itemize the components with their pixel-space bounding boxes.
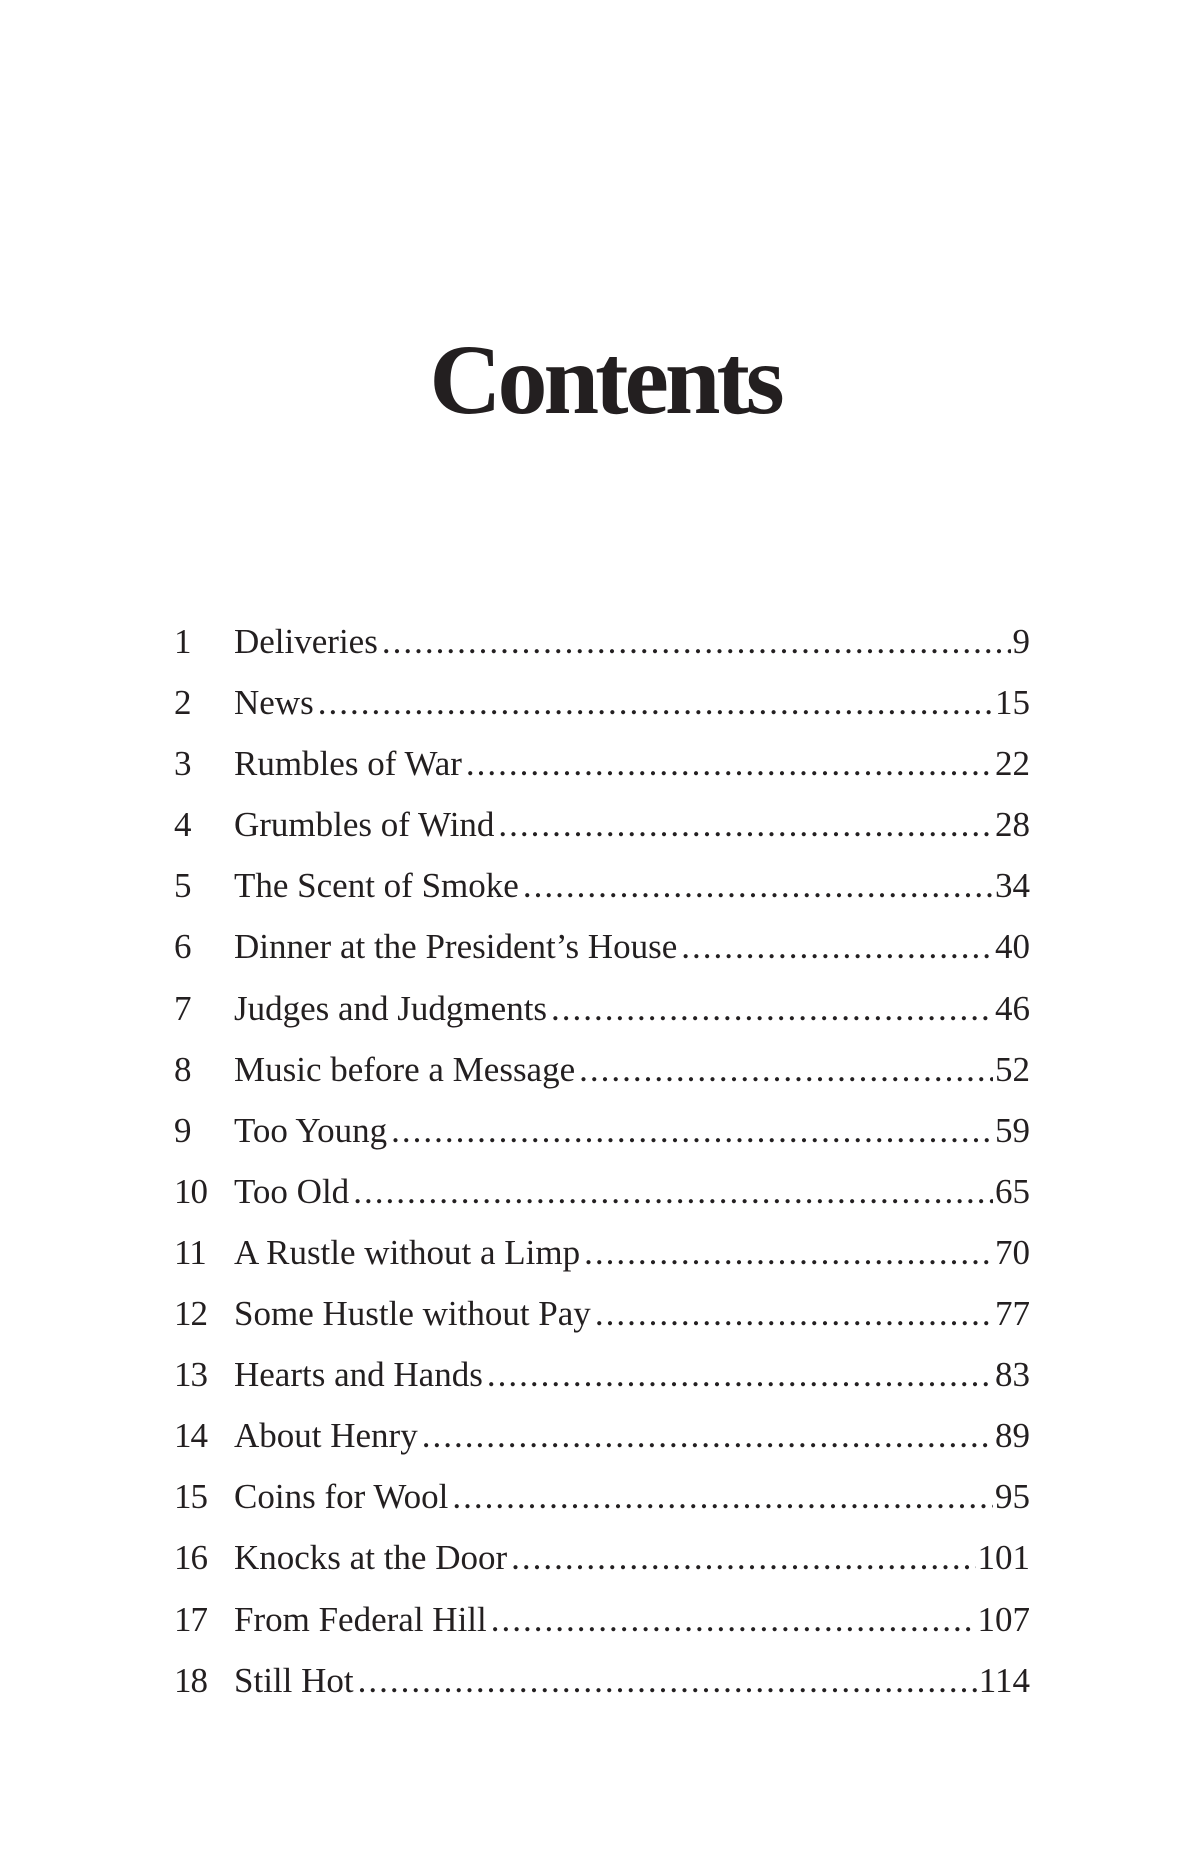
page-number: 107: [977, 1599, 1030, 1639]
chapter-title: Knocks at the Door: [234, 1538, 508, 1578]
dot-leader: [551, 987, 993, 1031]
chapter-number: 18: [174, 1660, 207, 1700]
chapter-number: 15: [174, 1477, 207, 1517]
page-number: 15: [995, 683, 1030, 723]
chapter-title: Too Young: [234, 1110, 388, 1150]
chapter-number: 1: [174, 622, 191, 661]
chapter-title: Coins for Wool: [234, 1477, 449, 1517]
page-number: 114: [978, 1660, 1030, 1700]
chapter-number: 14: [174, 1416, 207, 1456]
toc-entry: [174, 1109, 1030, 1170]
chapter-number: 5: [174, 866, 191, 906]
toc-entry: [174, 1598, 1030, 1659]
dot-leader: [595, 1292, 993, 1336]
toc-entry: [174, 864, 1030, 925]
page-number: 95: [995, 1477, 1030, 1517]
toc-entry: [174, 1353, 1030, 1414]
chapter-number: 7: [174, 988, 191, 1028]
toc-entry: [174, 1231, 1030, 1292]
toc-entry: [174, 987, 1030, 1048]
chapter-number: 3: [174, 744, 191, 784]
dot-leader: [498, 803, 993, 847]
page-number: 77: [995, 1294, 1030, 1334]
page-title: Contents: [429, 324, 781, 435]
page-number: 59: [995, 1110, 1030, 1150]
dot-leader: [382, 620, 1011, 664]
toc-entry: [174, 742, 1030, 803]
dot-leader: [511, 1536, 975, 1580]
page-number: 22: [995, 744, 1030, 784]
dot-leader: [422, 1414, 993, 1458]
chapter-title: Music before a Message: [234, 1049, 576, 1089]
chapter-title: Some Hustle without Pay: [234, 1294, 591, 1334]
dot-leader: [318, 681, 993, 725]
dot-leader: [491, 1598, 976, 1642]
dot-leader: [523, 864, 993, 908]
page-number: 46: [995, 988, 1030, 1028]
page-number: 101: [977, 1538, 1030, 1578]
chapter-title: News: [234, 683, 314, 723]
chapter-number: 6: [174, 927, 191, 967]
chapter-title: Rumbles of War: [234, 744, 462, 784]
dot-leader: [584, 1231, 993, 1275]
dot-leader: [358, 1659, 977, 1703]
toc-entry: [174, 1414, 1030, 1475]
chapter-number: 13: [174, 1355, 207, 1395]
chapter-title: About Henry: [234, 1416, 418, 1456]
dot-leader: [452, 1475, 993, 1519]
page-number: 89: [995, 1416, 1030, 1456]
chapter-number: 17: [174, 1599, 207, 1639]
table-of-contents: [174, 620, 1030, 1720]
dot-leader: [466, 742, 993, 786]
chapter-title: Still Hot: [234, 1660, 354, 1700]
toc-entry: [174, 803, 1030, 864]
page-number: 9: [1012, 622, 1030, 661]
chapter-title: Too Old: [234, 1171, 350, 1211]
chapter-title: Dinner at the President’s House: [234, 927, 678, 967]
dot-leader: [487, 1353, 993, 1397]
dot-leader: [353, 1170, 993, 1214]
chapter-number: 11: [174, 1232, 206, 1272]
chapter-title: Hearts and Hands: [234, 1355, 483, 1395]
chapter-title: Judges and Judgments: [234, 988, 548, 1028]
chapter-title: The Scent of Smoke: [234, 866, 519, 906]
chapter-number: 12: [174, 1294, 207, 1334]
page-number: 83: [995, 1355, 1030, 1395]
page-number: 28: [995, 805, 1030, 845]
chapter-title: From Federal Hill: [234, 1599, 487, 1639]
toc-entry: [174, 925, 1030, 986]
chapter-number: 16: [174, 1538, 207, 1578]
page-number: 52: [995, 1049, 1030, 1089]
chapter-number: 8: [174, 1049, 191, 1089]
page-number: 65: [995, 1171, 1030, 1211]
page-number: 70: [995, 1232, 1030, 1272]
toc-entry: [174, 1170, 1030, 1231]
chapter-number: 4: [174, 805, 191, 845]
toc-entry: [174, 1536, 1030, 1597]
chapter-number: 10: [174, 1171, 207, 1211]
toc-entry: [174, 1292, 1030, 1353]
toc-entry: [174, 1048, 1030, 1109]
dot-leader: [681, 925, 993, 969]
page-number: 40: [995, 927, 1030, 967]
toc-entry: [174, 681, 1030, 742]
toc-entry: [174, 1659, 1030, 1720]
dot-leader: [579, 1048, 993, 1092]
chapter-number: 2: [174, 683, 191, 723]
page-number: 34: [995, 866, 1030, 906]
chapter-title: Deliveries: [234, 622, 378, 661]
chapter-title: Grumbles of Wind: [234, 805, 495, 845]
toc-entry: [174, 1475, 1030, 1536]
dot-leader: [391, 1109, 993, 1153]
toc-entry: [174, 620, 1030, 681]
chapter-title: A Rustle without a Limp: [234, 1232, 581, 1272]
chapter-number: 9: [174, 1110, 191, 1150]
